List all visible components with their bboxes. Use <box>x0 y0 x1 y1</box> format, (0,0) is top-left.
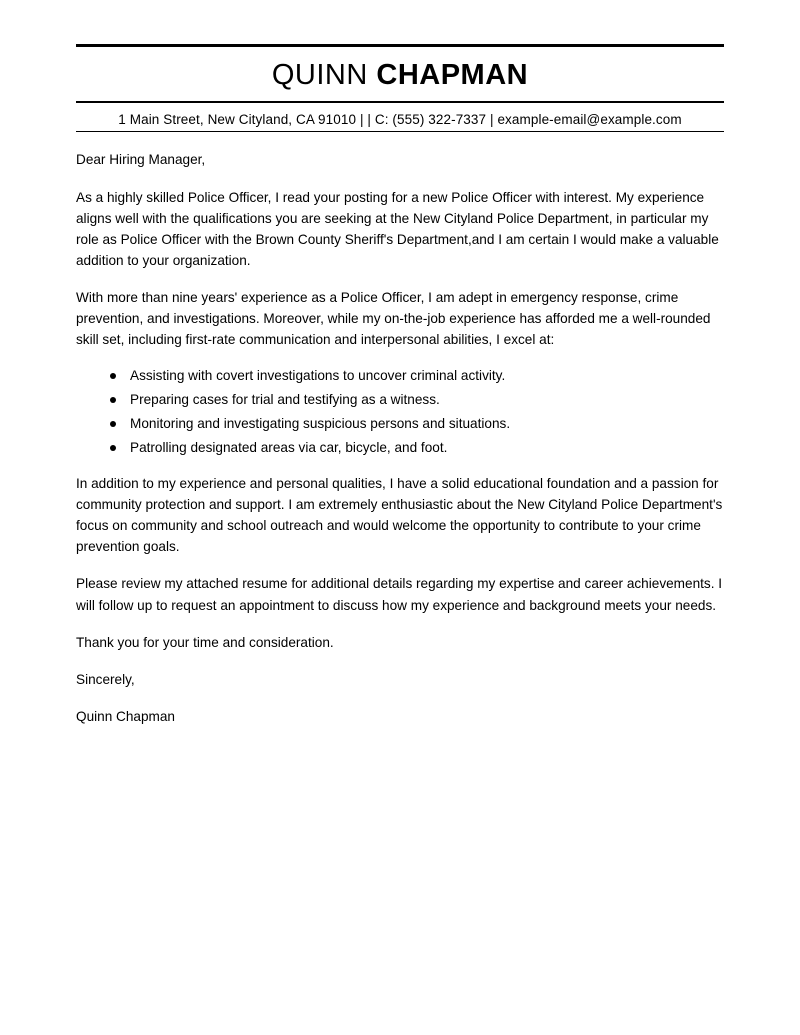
contact-line: 1 Main Street, New Cityland, CA 91010 | | C: (555) 322-7337 | example-email@example.com <box>118 111 682 127</box>
letter-content <box>76 0 724 743</box>
list-item: Preparing cases for trial and testifying as a witness. <box>110 390 724 410</box>
list-item: Assisting with covert investigations to uncover criminal activity. <box>110 366 724 386</box>
paragraph-2: With more than nine years' experience as a Police Officer, I am adept in emergency response, crime prevention, and investigations. Moreover, while my on-the-job experience has afforded me a well-rounded skill set, including first-rate communication and interpersonal abilities, I excel at: <box>76 290 711 348</box>
list-item: Patrolling designated areas via car, bicycle, and foot. <box>110 438 724 458</box>
salutation: Dear Hiring Manager, <box>76 151 206 167</box>
paragraph-1: As a highly skilled Police Officer, I read your posting for a new Police Officer with interest. My experience aligns well with the qualifications you are seeking at the New Cityland Police Department, in particular my role as Police Officer with the Brown County Sheriff's Department,and I am certain I would make a valuable addition to your organization. <box>76 189 719 269</box>
applicant-last-name: CHAPMAN <box>376 59 529 91</box>
list-item: Monitoring and investigating suspicious persons and situations. <box>110 414 724 434</box>
paragraph-3: In addition to my experience and personal qualities, I have a solid educational foundation and a passion for community protection and support. I am extremely enthusiastic about the New Cityland Police Department's focus on community and school outreach and would welcome the opportunity to contribute to your crime prevention goals. <box>76 476 723 555</box>
applicant-name <box>76 47 724 101</box>
letter-body <box>76 132 724 727</box>
paragraph-5: Thank you for your time and consideration. <box>76 634 334 650</box>
qualifications-list <box>76 366 724 457</box>
paragraph-4: Please review my attached resume for additional details regarding my expertise and career achievements. I will follow up to request an appointment to discuss how my experience and background meets your needs. <box>76 576 723 613</box>
signature-name: Quinn Chapman <box>76 708 175 724</box>
closing: Sincerely, <box>76 671 135 687</box>
applicant-first-name: QUINN <box>271 59 368 91</box>
